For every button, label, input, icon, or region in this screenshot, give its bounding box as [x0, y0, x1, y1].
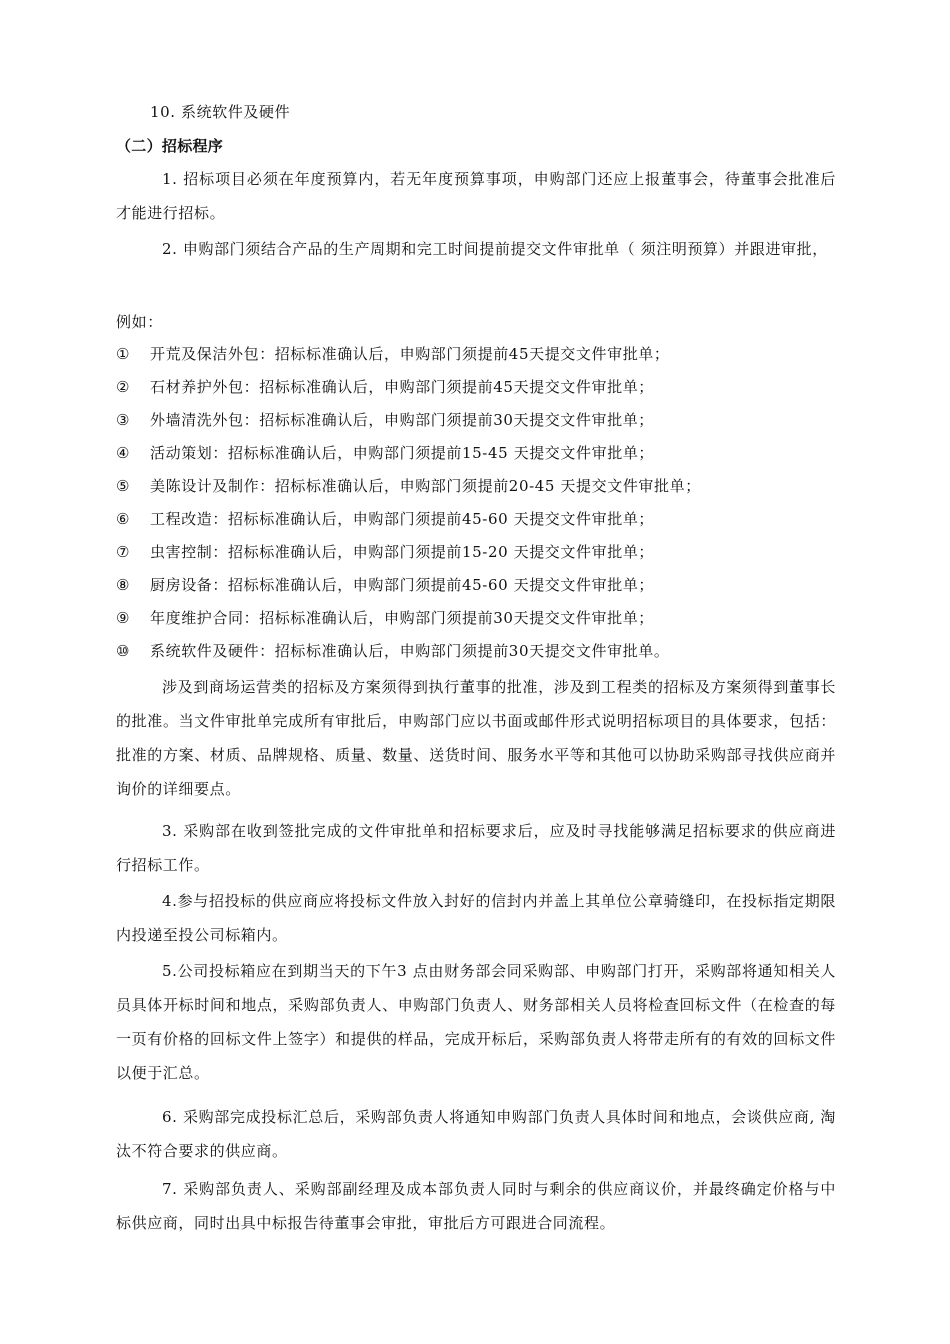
example-text: 开荒及保洁外包：招标标准确认后，申购部门须提前45天提交文件审批单； [150, 345, 670, 363]
step-2-paragraph: 2. 申购部门须结合产品的生产周期和完工时间提前提交文件审批单（ 须注明预算）并跟进审批， [162, 240, 828, 258]
example-marker: ⑥ [116, 510, 131, 528]
example-marker: ④ [116, 444, 131, 462]
example-text: 外墙清洗外包：招标标准确认后，申购部门须提前30天提交文件审批单； [150, 411, 654, 429]
example-text: 工程改造：招标标准确认后，申购部门须提前45-60 天提交文件审批单； [150, 510, 655, 528]
example-item [116, 641, 670, 661]
example-text: 系统软件及硬件：招标标准确认后，申购部门须提前30天提交文件审批单。 [150, 642, 670, 660]
section-heading: （二）招标程序 [116, 137, 224, 155]
step-6-paragraph: 6. 采购部完成投标汇总后，采购部负责人将通知申购部门负责人具体时间和地点，会谈供应商, 淘汰不符合要求的供应商。 [116, 1108, 836, 1160]
example-item [116, 575, 654, 595]
example-item [116, 542, 654, 562]
example-marker: ③ [116, 411, 131, 429]
example-marker: ⑩ [116, 642, 131, 660]
example-marker: ① [116, 345, 131, 363]
example-item [116, 608, 654, 628]
example-marker: ⑦ [116, 543, 131, 561]
example-text: 年度维护合同：招标标准确认后，申购部门须提前30天提交文件审批单； [150, 609, 654, 627]
example-label: 例如： [116, 313, 163, 331]
example-marker: ② [116, 378, 131, 396]
example-item [116, 509, 654, 529]
item-10-line: 10. 系统软件及硬件 [150, 103, 291, 121]
step-4-paragraph: 4.参与招投标的供应商应将投标文件放入封好的信封内并盖上其单位公章骑缝印，在投标指定期限内投递至投公司标箱内。 [116, 892, 836, 944]
example-text: 石材养护外包：招标标准确认后，申购部门须提前45天提交文件审批单； [150, 378, 654, 396]
example-text: 美陈设计及制作：招标标准确认后，申购部门须提前20-45 天提交文件审批单； [150, 477, 701, 495]
example-item [116, 344, 670, 364]
approval-paragraph: 涉及到商场运营类的招标及方案须得到执行董事的批准，涉及到工程类的招标及方案须得到董事长的批准。当文件审批单完成所有审批后，申购部门应以书面或邮件形式说明招标项目的具体要求，包括：批准的方案、材质、品牌规格、质量、数量、送货时间、服务水平等和其他可以协助采购部寻找供应商并询价的详细要点。 [116, 678, 836, 798]
example-text: 厨房设备：招标标准确认后，申购部门须提前45-60 天提交文件审批单； [150, 576, 655, 594]
example-marker: ⑧ [116, 576, 131, 594]
example-item [116, 377, 654, 397]
step-7-paragraph: 7. 采购部负责人、采购部副经理及成本部负责人同时与剩余的供应商议价，并最终确定价格与中标供应商，同时出具中标报告待董事会审批，审批后方可跟进合同流程。 [116, 1180, 836, 1232]
example-marker: ⑨ [116, 609, 131, 627]
example-item [116, 410, 654, 430]
step-5-paragraph: 5.公司投标箱应在到期当天的下午3 点由财务部会同采购部、申购部门打开，采购部将通知相关人员具体开标时间和地点，采购部负责人、申购部门负责人、财务部相关人员将检查回标文件（在检查的每一页有价格的回标文件上签字）和提供的样品，完成开标后，采购部负责人将带走所有的有效的回标文件以便于汇总。 [116, 962, 836, 1082]
example-item [116, 443, 654, 463]
example-marker: ⑤ [116, 477, 131, 495]
step-3-paragraph: 3. 采购部在收到签批完成的文件审批单和招标要求后，应及时寻找能够满足招标要求的供应商进行招标工作。 [116, 822, 836, 874]
step-1-paragraph: 1. 招标项目必须在年度预算内，若无年度预算事项，申购部门还应上报董事会，待董事会批准后才能进行招标。 [116, 170, 836, 222]
example-item [116, 476, 701, 496]
example-text: 活动策划：招标标准确认后，申购部门须提前15-45 天提交文件审批单； [150, 444, 655, 462]
example-text: 虫害控制：招标标准确认后，申购部门须提前15-20 天提交文件审批单； [150, 543, 655, 561]
